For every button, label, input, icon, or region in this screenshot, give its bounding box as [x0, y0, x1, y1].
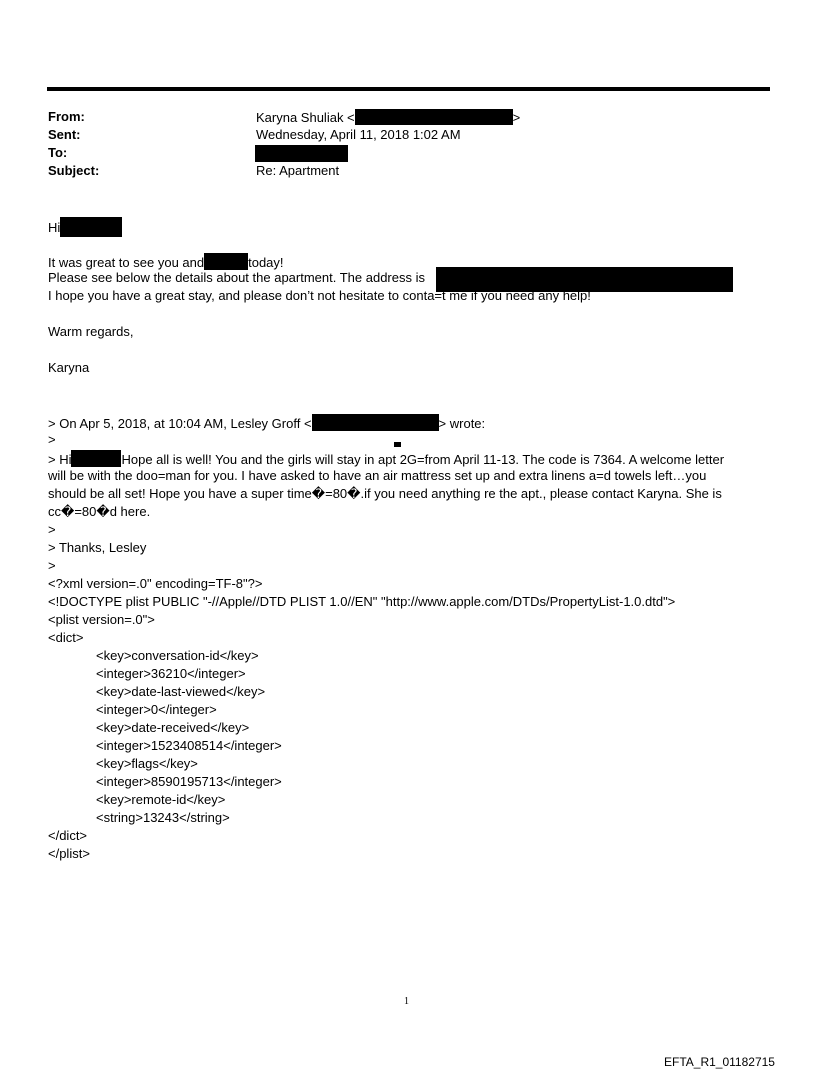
xml-line: <integer>1523408514</integer> — [96, 738, 282, 753]
xml-line: <plist version=.0"> — [48, 612, 155, 627]
xml-line: <dict> — [48, 630, 84, 645]
body-text: It was great to see you and — [48, 255, 205, 270]
header-rule — [47, 87, 770, 91]
quote-text: > wrote: — [438, 416, 486, 431]
sent-label: Sent: — [48, 127, 81, 142]
xml-line: <key>conversation-id</key> — [96, 648, 259, 663]
xml-line: <key>date-received</key> — [96, 720, 250, 735]
body-line-3: I hope you have a great stay, and please don’t not hesitate to conta=t me if you need any help! — [48, 288, 591, 303]
xml-line: <key>date-last-viewed</key> — [96, 684, 266, 699]
quote-thanks: > Thanks, Lesley — [48, 540, 147, 555]
subject-label: Subject: — [48, 163, 100, 178]
to-label: To: — [48, 145, 68, 160]
closing: Warm regards, — [48, 324, 134, 339]
from-value — [256, 109, 520, 126]
redaction-mark — [394, 442, 401, 447]
greeting: Hi — [48, 220, 61, 235]
quote-line-3: should be all set! Hope you have a super time�=80�.if you need anything re the apt., please contact Karyna. She is — [48, 486, 722, 501]
redaction-box — [312, 414, 439, 431]
quote-text: > Hi — [48, 452, 72, 467]
greeting-line — [48, 217, 122, 237]
quote-text: Hope all is well! You and the girls will stay in apt 2G=from April 11-13. The code is 7364. A welcome letter — [121, 452, 725, 467]
body-line-2 — [48, 270, 425, 286]
signature: Karyna — [48, 360, 90, 375]
subject-value: Re: Apartment — [256, 163, 340, 178]
body-text: Please see below the details about the apartment. The address is — [48, 270, 425, 285]
xml-line: <key>remote-id</key> — [96, 792, 226, 807]
body-text: today! — [248, 255, 284, 270]
xml-line: <string>13243</string> — [96, 810, 230, 825]
quote-line-4: cc�=80�d here. — [48, 504, 151, 519]
xml-line: </plist> — [48, 846, 90, 861]
xml-line: <!DOCTYPE plist PUBLIC "-//Apple//DTD PLIST 1.0//EN" "http://www.apple.com/DTDs/PropertyList-1.0.dtd"> — [48, 594, 676, 609]
redaction-box — [355, 109, 513, 125]
redaction-box — [60, 217, 122, 237]
xml-line: <integer>8590195713</integer> — [96, 774, 282, 789]
quote-line-1 — [48, 450, 724, 468]
from-label: From: — [48, 109, 85, 124]
from-close: > — [512, 110, 521, 125]
to-redaction — [255, 145, 348, 162]
xml-line: <?xml version=.0" encoding=TF-8"?> — [48, 576, 263, 591]
xml-line: </dict> — [48, 828, 88, 843]
quote-gt: > — [48, 558, 56, 573]
quote-line-2: will be with the doo=man for you. I have asked to have an air mattress set up and extra linens a=d towels left…you — [48, 468, 707, 483]
quote-text: > On Apr 5, 2018, at 10:04 AM, Lesley Groff < — [48, 416, 312, 431]
body-line-1 — [48, 253, 284, 271]
from-name: Karyna Shuliak < — [256, 110, 355, 125]
document-id: EFTA_R1_01182715 — [664, 1055, 775, 1069]
xml-line: <key>flags</key> — [96, 756, 198, 771]
redaction-box — [71, 450, 121, 467]
sent-value: Wednesday, April 11, 2018 1:02 AM — [256, 127, 461, 142]
quote-gt: > — [48, 522, 56, 537]
page-number: 1 — [404, 996, 409, 1007]
redaction-box — [204, 253, 248, 270]
xml-line: <integer>36210</integer> — [96, 666, 246, 681]
quote-gt: > — [48, 432, 56, 447]
xml-line: <integer>0</integer> — [96, 702, 217, 717]
quote-intro — [48, 414, 485, 432]
